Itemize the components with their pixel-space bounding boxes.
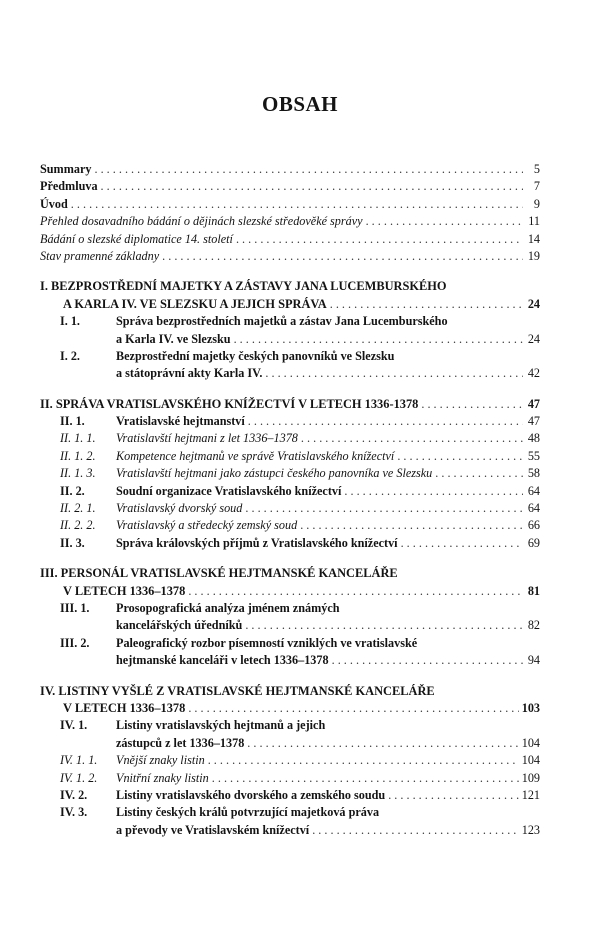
dot-leader [421, 396, 523, 413]
dot-leader [401, 535, 523, 552]
toc-front-entry [40, 213, 540, 230]
entry-title: Úvod [40, 196, 68, 211]
entry-title: Správa bezprostředních majetků a zástav Jana Lucemburského [116, 314, 448, 329]
entry-title: Summary [40, 162, 92, 176]
toc-front-entry [40, 178, 540, 195]
entry-title: Správa královských příjmů z Vratislavského knížectví [116, 535, 398, 550]
page-number: 55 [527, 448, 540, 463]
section-number: II. 2. 1. [60, 501, 96, 516]
entry-text [116, 752, 540, 769]
entry-title: zástupců z let 1336–1378 [116, 735, 245, 750]
section-number: II. 2. 2. [60, 518, 96, 533]
entry-title: V LETECH 1336–1378 [63, 700, 186, 715]
section-number: IV. 2. [60, 787, 88, 802]
entry-text [116, 465, 540, 482]
toc-section-entry [40, 348, 540, 365]
entry-title: Soudní organizace Vratislavského knížectví [116, 483, 342, 498]
page-number: 19 [527, 248, 540, 263]
entry-text [116, 448, 540, 465]
page-number: 69 [527, 535, 540, 550]
entry-title: hejtmanské kanceláři v letech 1336–1378 [116, 653, 329, 668]
dot-leader [301, 430, 523, 447]
toc-section-entry [40, 717, 540, 734]
entry-text [116, 430, 540, 447]
entry-text [116, 652, 540, 669]
dot-leader [247, 735, 518, 752]
dot-leader [344, 483, 523, 500]
entry-text [116, 413, 540, 430]
entry-text [40, 565, 540, 582]
entry-text [116, 535, 540, 552]
entry-text [40, 161, 540, 178]
entry-title: Listiny vratislavských hejtmanů a jejich [116, 718, 326, 733]
dot-leader [71, 196, 523, 213]
dot-leader [312, 822, 519, 839]
toc-section-entry [40, 465, 540, 482]
dot-leader [265, 365, 523, 382]
toc-front-entry [40, 196, 540, 213]
page-number: 47 [527, 414, 540, 429]
toc-list [40, 161, 540, 839]
toc-section-entry [40, 313, 540, 330]
section-number: II. 2. [60, 483, 85, 498]
section-number: II. 1. 3. [60, 466, 96, 481]
entry-text [116, 635, 540, 652]
entry-text [40, 231, 540, 248]
entry-title: Listiny českých králů potvrzující majetková práva [116, 805, 380, 820]
dot-leader [366, 213, 523, 230]
entry-title: Paleografický rozbor písemností vzniklých ve vratislavské [116, 635, 418, 650]
toc-front-entry [40, 161, 540, 178]
entry-text [40, 396, 540, 413]
entry-text [63, 296, 540, 313]
section-number: II. 1. 1. [60, 431, 96, 446]
toc-section-entry [40, 413, 540, 430]
entry-title: Listiny vratislavského dvorského a zemského soudu [116, 787, 386, 802]
toc-chapter-heading [40, 700, 540, 717]
dot-leader [435, 465, 523, 482]
entry-title: IV. LISTINY VYŠLÉ Z VRATISLAVSKÉ HEJTMANSKÉ KANCELÁŘE [40, 683, 435, 698]
dot-leader [236, 231, 523, 248]
page-number: 64 [527, 483, 540, 498]
entry-title: Vratislavští hejtmani jako zástupci českého panovníka ve Slezsku [116, 466, 433, 481]
entry-title: Vratislavští hejtmani z let 1336–1378 [116, 431, 298, 446]
section-number: I. 2. [60, 348, 80, 363]
entry-text [63, 700, 540, 717]
toc-section-entry [40, 517, 540, 534]
page-number: 11 [528, 214, 540, 229]
entry-text [40, 248, 540, 265]
toc-section-entry [40, 770, 540, 787]
entry-title: Předmluva [40, 179, 98, 194]
page-number: 81 [527, 583, 540, 598]
toc-section-entry [40, 752, 540, 769]
entry-title: a převody ve Vratislavském knížectví [116, 822, 310, 837]
dot-leader [248, 413, 523, 430]
entry-title: Vnější znaky listin [116, 753, 205, 768]
entry-text [40, 278, 540, 295]
entry-text [116, 483, 540, 500]
toc-section-entry [40, 331, 540, 348]
toc-chapter-heading [40, 583, 540, 600]
dot-leader [208, 752, 519, 769]
dot-leader [388, 787, 519, 804]
section-number: IV. 1. 2. [60, 770, 98, 785]
entry-text [40, 178, 540, 195]
section-number: III. 1. [60, 600, 90, 615]
dot-leader [94, 161, 523, 178]
entry-title: Vnitřní znaky listin [116, 770, 209, 785]
toc-section-entry [40, 600, 540, 617]
entry-title: a Karla IV. ve Slezsku [116, 331, 231, 346]
section-number: I. 1. [60, 314, 80, 329]
entry-title: Bádání o slezské diplomatice 14. století [40, 231, 233, 246]
dot-leader [101, 178, 523, 195]
entry-text [116, 517, 540, 534]
section-number: III. 2. [60, 635, 90, 650]
entry-text [116, 500, 540, 517]
page-number: 109 [521, 770, 540, 785]
page-number: 24 [527, 296, 540, 311]
entry-title: Kompetence hejtmanů ve správě Vratislavského knížectví [116, 448, 395, 463]
dot-leader [332, 652, 523, 669]
entry-title: A KARLA IV. VE SLEZSKU A JEJICH SPRÁVA [63, 296, 327, 311]
toc-section-entry [40, 535, 540, 552]
page-number: 58 [527, 466, 540, 481]
dot-leader [234, 331, 523, 348]
page-number: 14 [527, 231, 540, 246]
toc-chapter-heading [40, 278, 540, 295]
entry-text [116, 365, 540, 382]
entry-title: Vratislavské hejtmanství [116, 414, 245, 429]
entry-text [40, 196, 540, 213]
entry-text [116, 804, 540, 821]
page-number: 24 [527, 331, 540, 346]
page-number: 42 [527, 366, 540, 381]
page-number: 47 [527, 396, 540, 411]
entry-title: Prosopografická analýza jménem známých [116, 600, 340, 615]
dot-leader [330, 296, 523, 313]
toc-chapter-heading [40, 565, 540, 582]
entry-text [116, 717, 540, 734]
entry-title: a státoprávní akty Karla IV. [116, 366, 263, 381]
page-number: 5 [533, 162, 540, 176]
dot-leader [188, 583, 523, 600]
page-number: 82 [527, 618, 540, 633]
toc-section-entry [40, 735, 540, 752]
page-number: 7 [533, 179, 540, 194]
toc-section-entry [40, 448, 540, 465]
entry-title: II. SPRÁVA VRATISLAVSKÉHO KNÍŽECTVÍ V LETECH 1336-1378 [40, 396, 419, 411]
section-number: IV. 3. [60, 805, 88, 820]
entry-title: V LETECH 1336–1378 [63, 583, 186, 598]
section-number: II. 1. 2. [60, 448, 96, 463]
dot-leader [397, 448, 523, 465]
entry-title: Přehled dosavadního bádání o dějinách slezské středověké správy [40, 214, 363, 229]
page-number: 94 [527, 653, 540, 668]
toc-section-entry [40, 500, 540, 517]
toc-section-entry [40, 483, 540, 500]
entry-text [116, 822, 540, 839]
toc-front-entry [40, 231, 540, 248]
page-number: 64 [527, 501, 540, 516]
toc-section-entry [40, 652, 540, 669]
dot-leader [188, 700, 518, 717]
entry-title: I. BEZPROSTŘEDNÍ MAJETKY A ZÁSTAVY JANA LUCEMBURSKÉHO [40, 279, 447, 294]
page-title: OBSAH [261, 92, 339, 116]
entry-text [40, 213, 540, 230]
entry-text [116, 600, 540, 617]
entry-text [63, 583, 540, 600]
entry-text [116, 735, 540, 752]
entry-text [40, 683, 540, 700]
section-number: IV. 1. [60, 718, 88, 733]
entry-title: III. PERSONÁL VRATISLAVSKÉ HEJTMANSKÉ KANCELÁŘE [40, 566, 398, 581]
entry-title: Stav pramenné základny [40, 248, 160, 263]
page-number: 121 [521, 787, 540, 802]
page-number: 103 [521, 700, 540, 715]
section-number: IV. 1. 1. [60, 753, 98, 768]
entry-title: Vratislavský dvorský soud [116, 501, 243, 516]
toc-section-entry [40, 617, 540, 634]
page-number: 48 [527, 431, 540, 446]
section-number: II. 1. [60, 414, 85, 429]
dot-leader [245, 500, 523, 517]
page-number: 104 [521, 753, 540, 768]
dot-leader [212, 770, 519, 787]
entry-text [116, 331, 540, 348]
page-number: 9 [533, 196, 540, 211]
toc-section-entry [40, 365, 540, 382]
section-number: II. 3. [60, 535, 85, 550]
dot-leader [300, 517, 523, 534]
entry-text [116, 348, 540, 365]
dot-leader [245, 617, 523, 634]
toc-section-entry [40, 430, 540, 447]
toc-front-entry [40, 248, 540, 265]
entry-text [116, 617, 540, 634]
entry-title: Vratislavský a středecký zemský soud [116, 518, 298, 533]
entry-text [116, 313, 540, 330]
entry-text [116, 787, 540, 804]
toc-section-entry [40, 635, 540, 652]
entry-title: kancelářských úředníků [116, 618, 243, 633]
toc-section-entry [40, 822, 540, 839]
entry-title: Bezprostřední majetky českých panovníků ve Slezsku [116, 348, 395, 363]
page-number: 66 [527, 518, 540, 533]
toc-chapter-heading [40, 296, 540, 313]
toc-chapter-heading [40, 683, 540, 700]
entry-text [116, 770, 540, 787]
page-number: 104 [521, 735, 540, 750]
toc-section-entry [40, 804, 540, 821]
page-number: 123 [521, 822, 540, 837]
toc-chapter-heading [40, 396, 540, 413]
toc-section-entry [40, 787, 540, 804]
dot-leader [162, 248, 523, 265]
